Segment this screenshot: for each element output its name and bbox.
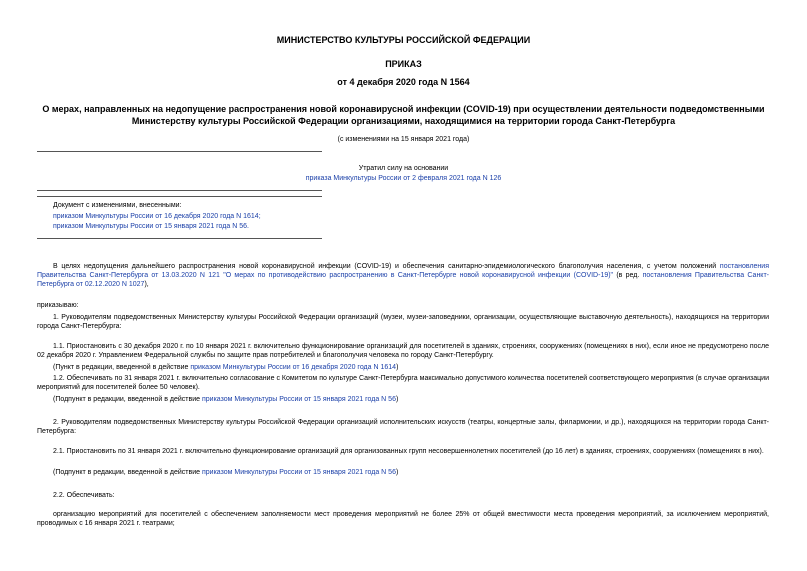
section-2-1: 2.1. Приостановить по 31 января 2021 г. включительно функционирование организаций для организованных групп несовершеннолетних посетителей (до 16 лет) в зданиях, строениях, сооружениях (помещениях в них). <box>53 448 764 455</box>
note-prefix: (Подпункт в редакции, введенной в действие <box>53 396 202 403</box>
section-2-2: 2.2. Обеспечивать: <box>53 492 115 499</box>
note-prefix: (Пункт в редакции, введенной в действие <box>53 364 191 371</box>
divider <box>37 190 322 191</box>
preamble-end: ), <box>144 281 149 288</box>
order-word: приказываю: <box>37 302 79 309</box>
note-suffix: ) <box>395 396 399 403</box>
preamble-paragraph <box>37 262 769 289</box>
order-56-link[interactable]: приказом Минкультуры России от 15 января 2021 года N 56 <box>201 469 396 476</box>
note-prefix: (Подпункт в редакции, введенной в действие <box>53 469 202 476</box>
note-suffix: ) <box>395 469 399 476</box>
divider <box>37 151 322 152</box>
document-title-line-1: О мерах, направленных на недопущение распространения новой коронавирусной инфекции (COVID-19) при осуществлении деятельности подведомственными <box>42 104 765 114</box>
void-notice-link[interactable]: приказа Минкультуры России от 2 февраля 2021 года N 126 <box>305 175 502 182</box>
divider <box>37 238 322 239</box>
decree-121-link[interactable]: постановления Правительства Санкт-Петербурга от 13.03.2020 N 121 "О мерах по противодействию распространению в Санкт-Петербурге новой коронавирусной инфекции (COVID-19)" <box>37 263 769 279</box>
section-1: 1. Руководителям подведомственных Министерству культуры Российской Федерации организаций (музеи, музеи-заповедники, организации, осуществляющие выставочную деятельность), находящихся на территории города Санкт-Петербурга: <box>37 314 769 330</box>
ministry-heading: МИНИСТЕРСТВО КУЛЬТУРЫ РОССИЙСКОЙ ФЕДЕРАЦИИ <box>276 35 531 45</box>
note-suffix: ) <box>396 364 399 371</box>
section-1-1: 1.1. Приостановить с 30 декабря 2020 г. по 10 января 2021 г. включительно функционирование организаций для посетителей в зданиях, строениях, сооружениях (помещениях в них), если иное не предусмотрено после 02 декабря 2020 г. Управлением Федеральной службы по защите прав потребителей и благополучия человека по городу Санкт-Петербургу. <box>37 343 769 359</box>
document-date: от 4 декабря 2020 года N 1564 <box>337 77 470 87</box>
section-2: 2. Руководителям подведомственных Министерству культуры Российской Федерации организаций исполнительских искусств (театры, концертные залы, филармонии, и др.), находящихся на территории города Санкт-Петербурга: <box>37 419 769 435</box>
section-1-2-note <box>53 395 398 404</box>
order-1614-link[interactable]: приказом Минкультуры России от 16 декабря 2020 года N 1614 <box>190 364 397 371</box>
preamble-mid: (в ред. <box>613 272 643 279</box>
order-56-link[interactable]: приказом Минкультуры России от 15 января 2021 года N 56 <box>201 396 396 403</box>
void-notice-text: Утратил силу на основании <box>358 165 449 172</box>
section-2-2-item: организацию мероприятий для посетителей с обеспечением заполняемости мест проведения мероприятий не более 25% от общей вместимости места проведения мероприятий, за исключением мероприятий, проводимых с 16 января 2021 г. театрами; <box>37 511 769 527</box>
document-type: ПРИКАЗ <box>385 59 422 69</box>
section-1-2: 1.2. Обеспечивать по 31 января 2021 г. включительно согласование с Комитетом по культуре Санкт-Петербурга максимально допустимого количества посетителей соответствующего мероприятия (в случае организации мероприятий для посетителей более 50 человек). <box>37 375 769 391</box>
decree-1027-link[interactable]: постановления Правительства Санкт-Петербурга от 02.12.2020 N 1027 <box>37 272 769 288</box>
amendment-link-1614[interactable]: приказом Минкультуры России от 16 декабря 2020 года N 1614; <box>53 213 261 220</box>
section-2-1-note <box>53 468 398 477</box>
divider <box>37 196 322 197</box>
preamble-text: В целях недопущения дальнейшего распространения новой коронавирусной инфекции (COVID-19) и обеспечения санитарно-эпидемиологического благополучия населения, с учетом положений <box>53 263 720 270</box>
section-1-1-note <box>53 363 398 372</box>
document-title-line-2: Министерству культуры Российской Федерации организациями, находящимися на территории города Санкт-Петербурга <box>131 116 676 126</box>
amendment-link-56[interactable]: приказом Минкультуры России от 15 января 2021 года N 56. <box>53 223 249 230</box>
amendments-intro: Документ с изменениями, внесенными: <box>53 202 182 209</box>
changes-note: (с изменениями на 15 января 2021 года) <box>337 136 470 143</box>
